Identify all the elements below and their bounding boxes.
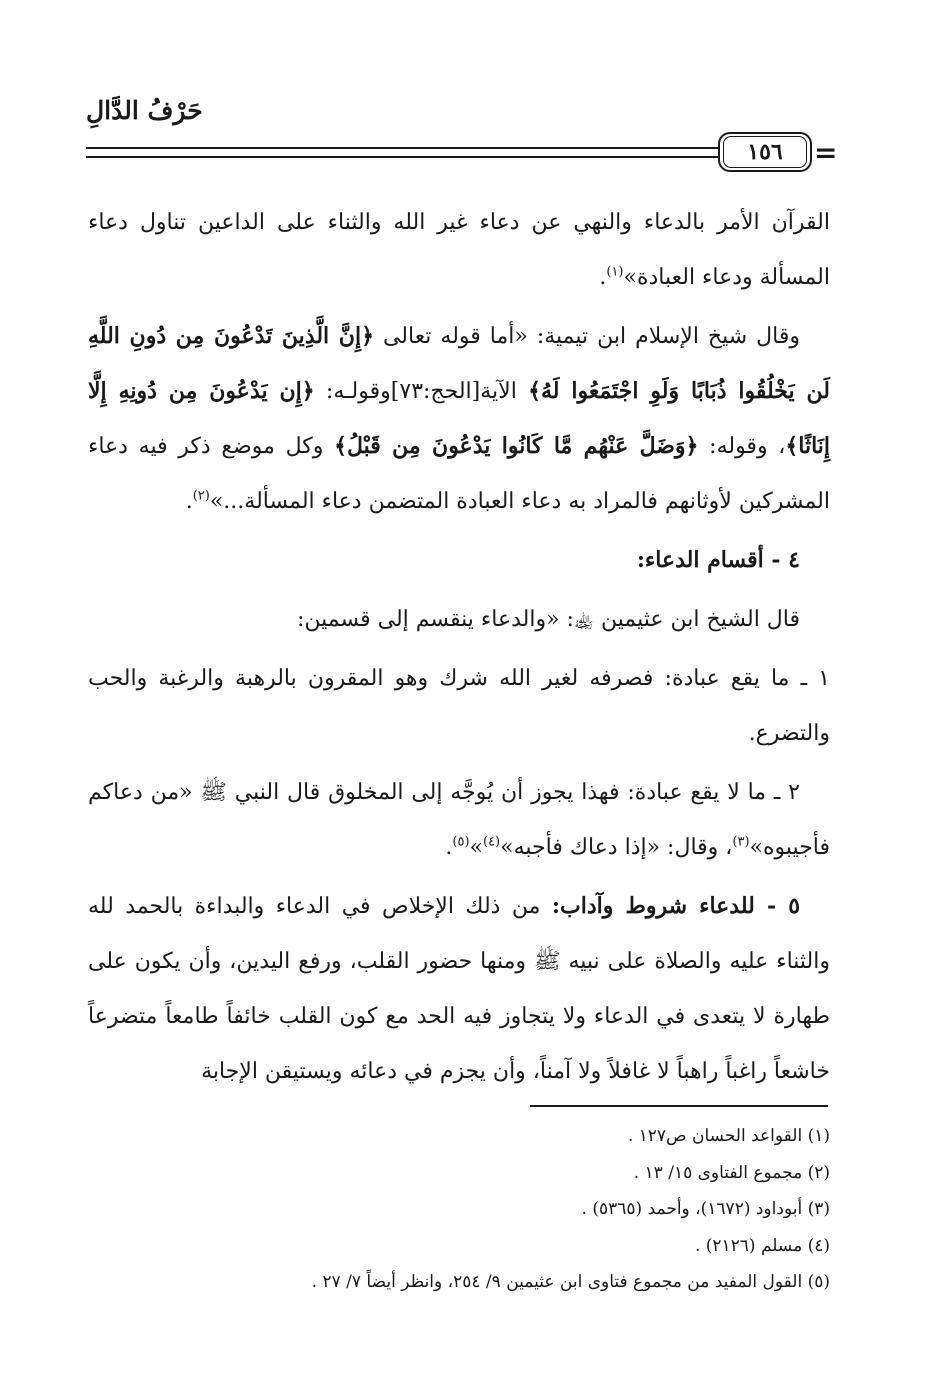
running-head: حَرْفُ الدَّالِ [86, 96, 203, 125]
section-heading: ٤ - أقسام الدعاء: [636, 547, 800, 573]
footnote-ref-2: (٢) [192, 488, 210, 504]
footnote-1: (١) القواعد الحسان ص١٢٧ . [627, 1126, 830, 1146]
footnotes [88, 1118, 830, 1301]
footnote-3: (٣) أبوداود (١٦٧٢)، وأحمد (٥٣٦٥) . [581, 1199, 830, 1219]
footnote-ref-5: (٥) [452, 834, 470, 850]
paragraph-5: ١ ـ ما يقع عبادة: فصرفه لغير الله شرك وهو المقرون بالرهبة والرغبة والحب والتضرع. [88, 666, 830, 746]
footnote-ref-4: (٤) [482, 834, 501, 850]
footnote-rule [530, 1105, 828, 1107]
paragraph-4: قال الشيخ ابن عثيمين ﵀: «والدعاء ينقسم إلى قسمين: [296, 607, 800, 632]
page-number-frame [718, 132, 812, 172]
quran-verse-1: ﴿إِنَّ الَّذِينَ تَدْعُونَ مِن دُونِ اللَّهِ لَن يَخْلُقُوا ذُبَابًا وَلَوِ اجْتَمَعُوا لَهُ﴾ [88, 323, 830, 404]
quran-verse-3: ﴿وَضَلَّ عَنْهُم مَّا كَانُوا يَدْعُونَ مِن قَبْلُ﴾ [334, 433, 699, 459]
header-rule-bottom [86, 156, 718, 158]
page-number: ١٥٦ [723, 136, 807, 168]
footnote-4: (٤) مسلم (٢١٢٦) . [694, 1235, 830, 1256]
paragraph-1: القرآن الأمر بالدعاء والنهي عن دعاء غير الله والثناء على الداعين تناول دعاء المسألة ودعاء العبادة»$^{(١)}$. [88, 210, 830, 290]
footnote-2: (٢) مجموع الفتاوى ١٥/ ١٣ . [633, 1162, 830, 1183]
quran-verse-2: ﴿إِن يَدْعُونَ مِن دُونِهِ إِلَّا إِنَاثًا﴾ [88, 378, 831, 459]
header-end-mark: = [814, 136, 838, 169]
paragraph-6: ٢ ـ ما لا يقع عبادة: فهذا يجوز أن يُوجَّه إلى المخلوق قال النبي ﷺ «من دعاكم فأجيبوه»$^{(٣)}$، وقال: «إذا دعاك فأجبه»$^{(٤)}$»$^{(٥)}$. [88, 780, 830, 860]
footnote-5: (٥) القول المفيد من مجموع فتاوى ابن عثيمين ٩/ ٢٥٤، وانظر أيضاً ٧/ ٢٧ . [311, 1272, 830, 1292]
paragraph-2: وقال شيخ الإسلام ابن تيمية: «أما قوله تعالى ﴿إِنَّ الَّذِينَ تَدْعُونَ مِن دُونِ اللَّهِ لَن يَخْلُقُوا ذُبَابًا وَلَوِ اجْتَمَعُوا لَهُ﴾ الآية[الحج:٧٣]وقولـه: ﴿إِن يَدْعُونَ مِن دُونِهِ إِلَّا إِنَاثًا﴾، وقوله: ﴿وَضَلَّ عَنْهُم مَّا كَانُوا يَدْعُونَ مِن قَبْلُ﴾ وكل موضع ذكر فيه دعاء المشركين لأوثانهم فالمراد به دعاء العبادة المتضمن دعاء المسألة...»$^{(٢)}$. [88, 323, 831, 514]
body-text [88, 195, 830, 1103]
verse-citation: الآية[الحج:٧٣] [390, 379, 517, 404]
section-heading-5: ٥ - للدعاء شروط وآداب: [551, 893, 801, 919]
paragraph-7: ٥ - للدعاء شروط وآداب: من ذلك الإخلاص في الدعاء والبداءة بالحمد لله والثناء عليه والصلاة على نبيه ﷺ ومنها حضور القلب، ورفع اليدين، وأن يكون على طهارة لا يتعدى في الدعاء ولا يتجاوز فيه الحد مع كون القلب خائفاً طامعاً متضرعاً خاشعاً راغباً راهباً لا غافلاً ولا آمناً، وأن يجزم في دعائه ويستيقن الإجابة [88, 893, 830, 1084]
footnote-ref-3: (٣) [732, 834, 750, 850]
footnote-ref-1: (١) [606, 264, 624, 280]
header-rule-top [86, 147, 718, 149]
